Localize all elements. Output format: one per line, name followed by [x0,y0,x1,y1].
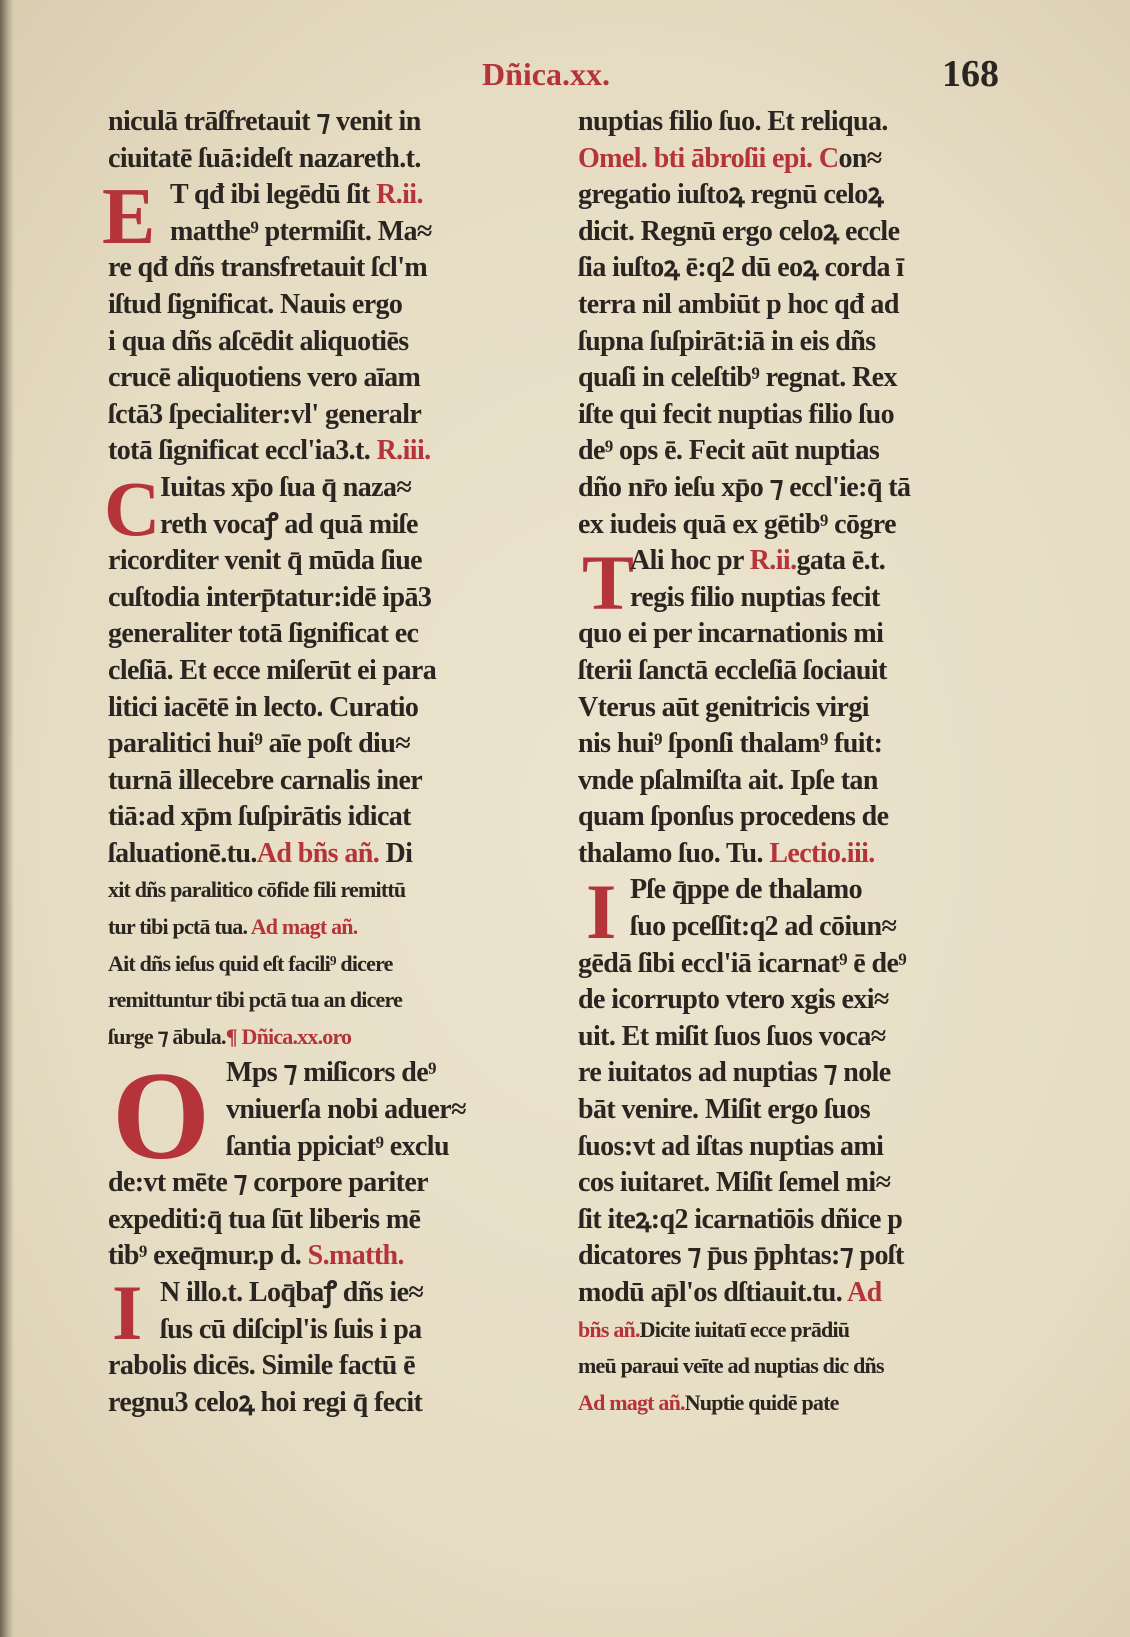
body-text: ſia iuſtoꝝ ē:q2 dū eoꝝ corda ī [578,252,904,284]
body-text: de:vt mēte ⁊ corpore pariter [108,1167,429,1199]
text-line [108,1385,553,1422]
text-line [108,616,553,653]
text-line [108,909,553,946]
body-text: Pſe q̄ppe de thalamo [630,874,863,906]
body-text: re qđ dñs transfretauit ſcl'm [108,252,428,284]
text-line [108,1019,553,1056]
body-text: gata ē.t. [796,545,886,577]
right-column [578,104,1023,1421]
body-text: Dicite iuitatī ecce prādiū [639,1316,850,1342]
initial-i: I [112,1269,143,1356]
body-text: reth vocaꝭ ad quā miſe [160,508,418,540]
text-line [108,1348,553,1385]
body-text: vnde pſalmiſta ait. Ipſe tan [578,764,878,796]
text-line [108,726,553,763]
rubric-text: R.ii. [376,179,423,211]
body-text: Ali hoc pr [630,545,750,577]
text-line [578,836,1023,873]
rubric-text: R.iii. [376,435,431,467]
body-text: regnu3 celoꝝ hoi regi q̄ fecit [108,1386,423,1418]
page-number: 168 [942,53,999,95]
text-line [578,543,1023,580]
body-text: ſuo pceſſit:q2 ad cōiun≈ [630,911,897,943]
text-line [108,141,553,178]
body-text: i qua dñs aſcēdit aliquotiēs [108,325,409,357]
text-line [578,507,1023,544]
body-text: re iuitatos ad nuptias ⁊ nole [578,1057,891,1089]
page-header [0,52,1130,102]
text-line [108,543,553,580]
rubric-text: Ad [846,1277,882,1308]
text-line [108,1129,553,1166]
text-line [578,1202,1023,1239]
text-line [108,799,553,836]
text-line [578,616,1023,653]
body-text: Nuptie quidē pate [684,1389,839,1415]
text-line [578,1129,1023,1166]
body-text: dicatores ⁊ p̄us p̄phtas:⁊ poſt [578,1240,904,1272]
body-text: litici iacētē in lecto. Curatio [108,691,419,723]
body-text: ſurge ⁊ ābula. [108,1023,226,1049]
body-text: cuſtodia interp̄tatur:idē ipā3 [108,581,432,613]
body-text: terra nil ambiūt p hoc qđ ad [578,288,899,320]
text-line [108,360,553,397]
text-line [578,433,1023,470]
body-text: Mps ⁊ miſicors de⁹ [226,1057,436,1089]
text-line [578,1312,1023,1349]
body-text: ſupna ſuſpirāt:iā in eis dñs [578,325,876,357]
body-text: thalamo ſuo. Tu. [578,837,770,869]
body-text: nis hui⁹ ſponſi thalam⁹ fuit: [578,728,883,760]
body-text: iſte qui fecit nuptias filio ſuo [578,398,895,430]
body-text: Di [379,837,413,869]
body-text: Vterus aūt genitricis virgi [578,691,869,723]
text-line [108,982,553,1019]
text-line [578,214,1023,251]
text-line [578,1092,1023,1129]
text-line [108,763,553,800]
body-text: ex iudeis quā ex gētib⁹ cōgre [578,508,896,540]
body-text: niculā trāſfretauit ⁊ venit in [108,106,421,137]
body-text: quam ſponſus procedens de [578,801,889,833]
text-line [578,1238,1023,1275]
body-text: quaſi in celeſtib⁹ regnat. Rex [578,362,897,394]
body-text: generaliter totā ſignificat ec [108,618,419,650]
text-line [578,1019,1023,1056]
body-text: crucē aliquotiens vero aīam [108,362,421,394]
text-line [578,1275,1023,1312]
text-line [108,470,553,507]
rubric-text: Ad magt añ. [250,914,358,940]
left-column [102,104,553,1421]
body-text: ſterii ſanctā eccleſiā ſociauit [578,654,887,686]
body-text: de⁹ ops ē. Fecit aūt nuptias [578,435,880,467]
text-line [108,177,553,214]
body-text: ſaluationē.tu. [108,837,257,869]
body-text: iſtud ſignificat. Nauis ergo [108,288,403,320]
body-text: turnā illecebre carnalis iner [108,764,423,796]
body-text: uit. Et miſit ſuos ſuos voca≈ [578,1020,886,1052]
text-line [578,982,1023,1019]
text-line [108,324,553,361]
text-line [578,872,1023,909]
running-title: Dñica.xx. [482,56,610,92]
text-line [108,836,553,873]
initial-c: C [104,465,161,552]
text-line [578,1055,1023,1092]
body-text: T qđ ibi legēdū ſit [170,179,377,211]
body-text: rabolis dicēs. Simile factū ē [108,1350,415,1382]
body-text: ricorditer venit q̄ mūda ſiue [108,545,422,577]
body-text: xit dñs paralitico cōfide fili remittū [108,877,406,903]
rubric-text: Omel. bti ābroſii epi. [578,142,819,174]
body-text: dicit. Regnū ergo celoꝝ eccle [578,215,900,247]
text-line [578,799,1023,836]
body-text: remittuntur tibi pctā tua an dicere [108,987,403,1013]
text-line [578,287,1023,324]
rubric-text: Ad magt añ. [578,1389,685,1415]
text-line [578,909,1023,946]
text-line [108,1238,553,1275]
text-line [108,1312,553,1349]
text-line [108,1202,553,1239]
body-text: totā ſignificat eccl'ia3.t. [108,435,377,467]
text-line [578,141,1023,178]
text-line [578,250,1023,287]
body-text: regis filio nuptias fecit [630,581,880,613]
text-line [578,580,1023,617]
text-line [578,1348,1023,1385]
text-line [108,1275,553,1312]
body-text: modū ap̄l'os dſtiauit.tu. [578,1277,847,1308]
page-binding-edge [0,0,14,1637]
body-text: cos iuitaret. Miſit ſemel mi≈ [578,1167,891,1199]
body-text: Ait dñs ieſus quid eſt facili⁹ dicere [108,950,393,976]
body-text: tur tibi pctā tua. [108,914,251,940]
body-text: ſctā3 ſpecialiter:vl' generalr [108,398,422,430]
rubric-text: Ad bñs añ. [256,837,380,869]
text-line [578,104,1023,141]
text-line [578,763,1023,800]
body-text: ſantia ppiciat⁹ exclu [226,1130,449,1162]
text-line [578,946,1023,983]
initial-i: I [586,868,617,955]
body-text: Iuitas xp̄o ſua q̄ naza≈ [160,471,412,503]
text-line [108,507,553,544]
body-text: bāt venire. Miſit ergo ſuos [578,1094,871,1126]
body-text: quo ei per incarnationis mi [578,618,884,650]
text-line [578,726,1023,763]
initial-o: O [112,1047,211,1186]
text-line [108,397,553,434]
initial-e: E [102,173,156,261]
text-line [108,580,553,617]
body-text: matthe⁹ ptermiſit. Ma≈ [170,215,432,247]
text-line [578,324,1023,361]
text-line [578,653,1023,690]
rubric-text: ¶ Dñica.xx.oro [225,1023,352,1049]
text-line [108,250,553,287]
body-text: N illo.t. Loq̄baꝭ dñs ie≈ [160,1277,424,1308]
text-line [108,214,553,251]
body-text: nuptias filio ſuo. Et reliqua. [578,106,888,137]
text-line [578,177,1023,214]
text-line [108,690,553,727]
body-text: gregatio iuſtoꝝ regnū celoꝝ [578,179,884,211]
body-text: expediti:q̄ tua ſūt liberis mē [108,1203,421,1235]
text-line [578,360,1023,397]
text-line [578,1385,1023,1422]
text-line [108,1092,553,1129]
body-text: tib⁹ exeq̄mur.p d. [108,1240,308,1272]
body-text: cleſiā. Et ecce miſerūt ei para [108,654,437,686]
text-line [108,946,553,983]
body-text: paralitici hui⁹ aīe poſt diu≈ [108,728,410,760]
body-text: gēdā ſibi eccl'iā icarnat⁹ ē de⁹ [578,947,907,979]
rubric-text: S.matth. [307,1240,404,1272]
body-text: ciuitatē ſuā:ideſt nazareth.t. [108,142,421,174]
body-text: dño nr̄o ieſu xp̄o ⁊ eccl'ie:q̄ tā [578,471,911,503]
body-text: ſit iteꝝ:q2 icarnatiōis dñice p [578,1203,903,1235]
text-line [108,433,553,470]
body-text: vniuerſa nobi aduer≈ [226,1094,466,1126]
text-line [108,872,553,909]
body-text: tiā:ad xp̄m ſuſpirātis idicat [108,801,411,833]
rubric-text: R.ii. [749,545,797,577]
rubric-text: Lectio.iii. [769,837,875,869]
text-line [108,104,553,141]
rubric-text: C [818,142,839,174]
body-text: ſuos:vt ad iſtas nuptias ami [578,1130,884,1162]
text-line [578,470,1023,507]
body-text: meū paraui veīte ad nuptias dic dñs [578,1353,884,1379]
text-line [578,1165,1023,1202]
body-text: on≈ [838,142,882,174]
text-line [108,1055,553,1092]
initial-t: T [582,539,635,626]
rubric-text: bñs añ. [578,1316,640,1342]
text-line [578,690,1023,727]
text-line [578,397,1023,434]
text-line [108,1165,553,1202]
text-line [108,653,553,690]
text-line [108,287,553,324]
body-text: ſus cū diſcipl'is ſuis i pa [160,1313,422,1345]
body-text: de icorrupto vtero xgis exi≈ [578,984,889,1016]
